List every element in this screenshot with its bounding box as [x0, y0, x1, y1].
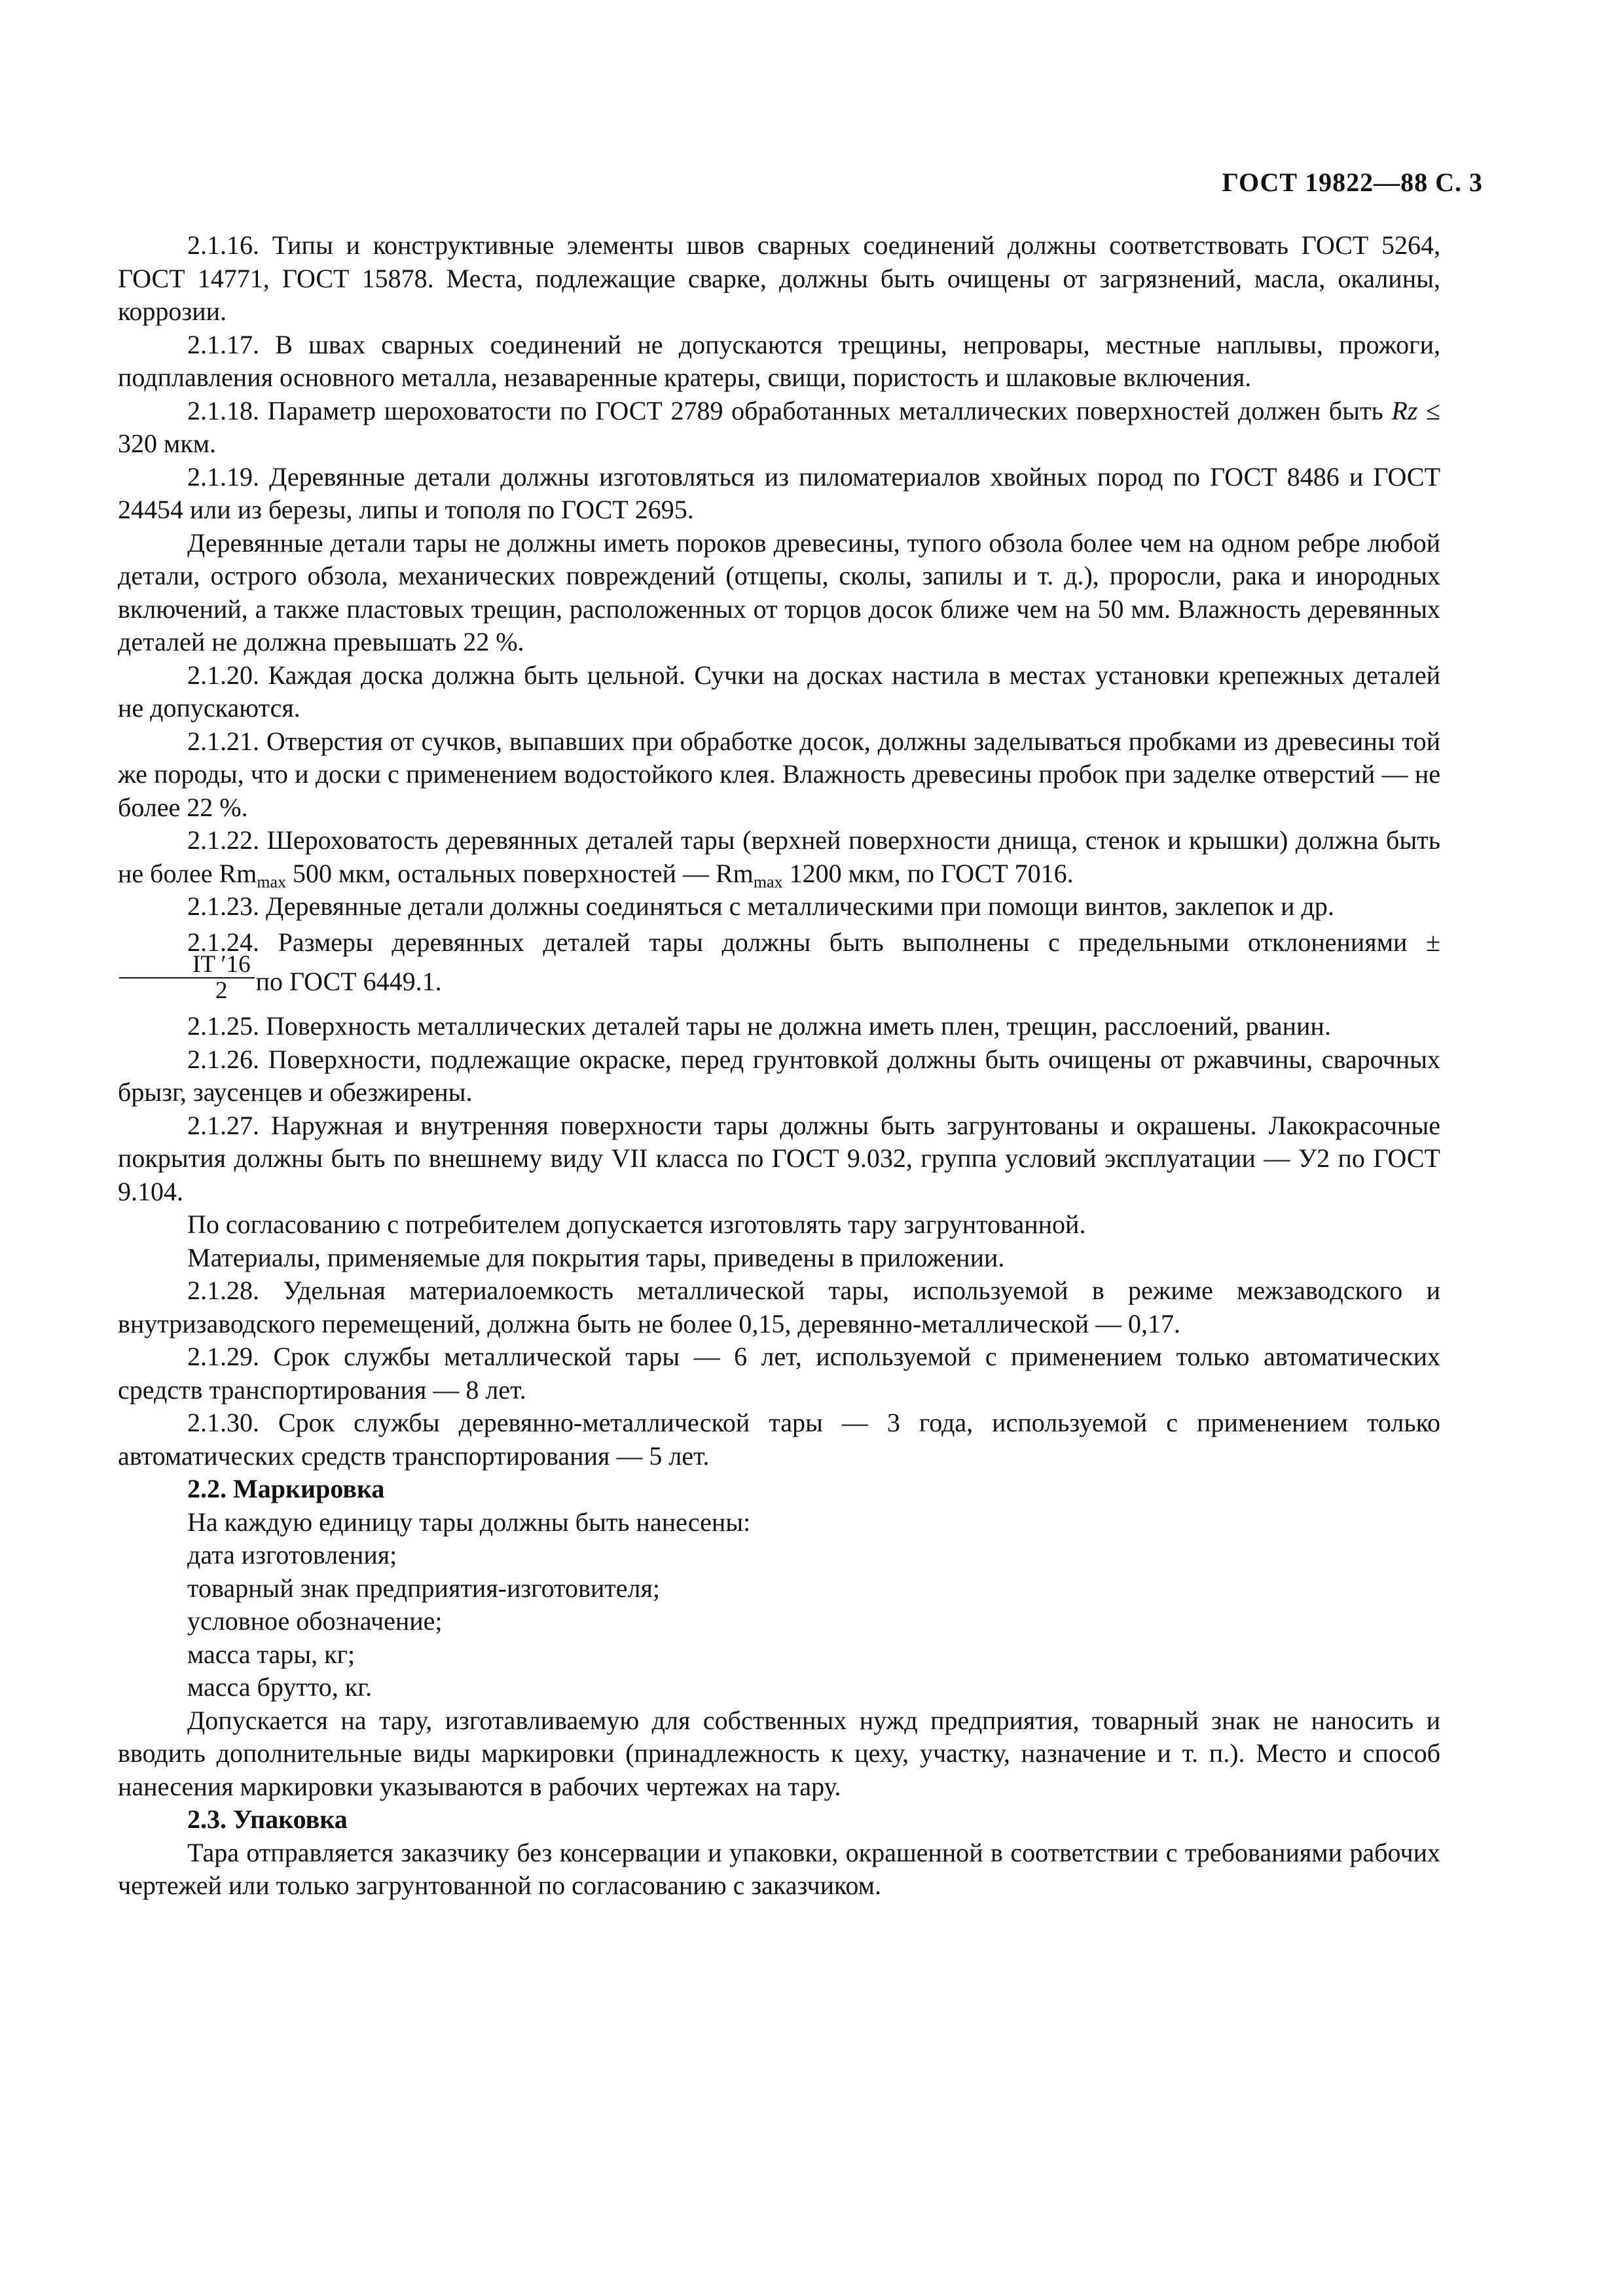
paragraph-marking-intro: На каждую единицу тары должны быть нанесены:: [187, 1507, 751, 1537]
paragraph-2-1-25: 2.1.25. Поверхность металлических деталей тары не должна иметь плен, трещин, расслоений, рванин.: [187, 1011, 1331, 1041]
paragraph-2-1-26: 2.1.26. Поверхности, подлежащие окраске, перед грунтовкой должны быть очищены от ржавчины, сварочных брызг, заусенцев и обезжирены.: [118, 1044, 1440, 1107]
fraction-numerator: IT ′16: [119, 952, 255, 978]
marking-item: дата изготовления;: [187, 1540, 397, 1570]
paragraph-wood-defects: Деревянные детали тары не должны иметь пороков древесины, тупого обзола более чем на одном ребре любой детали, острого обзола, механических повреждений (отщепы, сколы, запилы и т. д.), проросли, рака и инородных включений, а также пластовых трещин, расположенных от торцов досок ближе чем на 50 мм. Влажность деревянных деталей не должна превышать 22 %.: [118, 528, 1440, 656]
fraction-denominator: 2: [215, 977, 228, 1004]
paragraph-2-1-17: 2.1.17. В швах сварных соединений не допускаются трещины, непровары, местные наплывы, прожоги, подплавления основного металла, незаваренные кратеры, свищи, пористость и шлаковые включения.: [118, 329, 1440, 392]
paragraph-packaging: Тара отправляется заказчику без консервации и упаковки, окрашенной в соответствии с требованиями рабочих чертежей или только загрунтованной по согласованию с заказчиком.: [118, 1837, 1440, 1900]
marking-item: условное обозначение;: [187, 1606, 443, 1636]
paragraph-2-1-18: 2.1.18. Параметр шероховатости по ГОСТ 2789 обработанных металлических поверхностей должен быть Rz ≤ 320 мкм.: [118, 395, 1440, 458]
section-heading-packaging: 2.3. Упаковка: [187, 1804, 348, 1834]
paragraph-coating-materials: Материалы, применяемые для покрытия тары, приведены в приложении.: [187, 1242, 1005, 1272]
paragraph-2-1-19: 2.1.19. Деревянные детали должны изготовляться из пиломатериалов хвойных пород по ГОСТ 8486 и ГОСТ 24454 или из березы, липы и тополя по ГОСТ 2695.: [118, 461, 1440, 524]
paragraph-2-1-23: 2.1.23. Деревянные детали должны соединяться с металлическими при помощи винтов, заклепок и др.: [187, 891, 1334, 921]
section-heading-marking: 2.2. Маркировка: [187, 1474, 385, 1503]
tolerance-fraction: [119, 952, 255, 1003]
marking-item: товарный знак предприятия-изготовителя;: [187, 1573, 660, 1603]
paragraph-primed-option: По согласованию с потребителем допускается изготовлять тару загрунтованной.: [187, 1210, 1086, 1239]
document-body: [118, 229, 1440, 1903]
paragraph-2-1-16: 2.1.16. Типы и конструктивные элементы швов сварных соединений должны соответствовать ГОСТ 5264, ГОСТ 14771, ГОСТ 15878. Места, подлежащие сварке, должны быть очищены от загрязнений, масла, окалины, коррозии.: [118, 230, 1440, 326]
page-header: ГОСТ 19822—88 С. 3: [1222, 168, 1483, 197]
paragraph-2-1-21: 2.1.21. Отверстия от сучков, выпавших при обработке досок, должны заделываться пробками из древесины той же породы, что и доски с применением водостойкого клея. Влажность древесины пробок при заделке отверстий — не более 22 %.: [118, 726, 1440, 822]
paragraph-marking-exceptions: Допускается на тару, изготавливаемую для собственных нужд предприятия, товарный знак не наносить и вводить дополнительные виды маркировки (принадлежность к цеху, участку, назначение и т. п.). Место и способ нанесения маркировки указываются в рабочих чертежах на тару.: [118, 1705, 1440, 1801]
marking-item: масса тары, кг;: [187, 1639, 356, 1669]
marking-item: масса брутто, кг.: [187, 1672, 373, 1702]
paragraph-2-1-24: 2.1.24. Размеры деревянных деталей тары должны быть выполнены с предельными отклонениями ± $\frac{IT '16}{2}$ по ГОСТ 6449.1.: [118, 926, 1440, 1011]
rz-symbol: Rz: [1391, 395, 1418, 425]
paragraph-2-1-20: 2.1.20. Каждая доска должна быть цельной. Сучки на досках настила в местах установки крепежных деталей не допускаются.: [118, 660, 1440, 723]
paragraph-2-1-30: 2.1.30. Срок службы деревянно-металлической тары — 3 года, используемой с применением только автоматических средств транспортирования — 5 лет.: [118, 1408, 1440, 1471]
paragraph-2-1-22: 2.1.22. Шероховатость деревянных деталей тары (верхней поверхности днища, стенок и крышки) должна быть не более $Rm_{max}$ 500 мкм, остальных поверхностей — $Rm_{max}$ 1200 мкм, по ГОСТ 7016.: [118, 825, 1440, 891]
paragraph-2-1-28: 2.1.28. Удельная материалоемкость металлической тары, используемой в режиме межзаводского и внутризаводского перемещений, должна быть не более 0,15, деревянно-металлической — 0,17.: [118, 1276, 1440, 1338]
paragraph-2-1-29: 2.1.29. Срок службы металлической тары — 6 лет, используемой с применением только автоматических средств транспортирования — 8 лет.: [118, 1342, 1440, 1405]
paragraph-2-1-27: 2.1.27. Наружная и внутренняя поверхности тары должны быть загрунтованы и окрашены. Лакокрасочные покрытия должны быть по внешнему виду VII класса по ГОСТ 9.032, группа условий эксплуатации — У2 по ГОСТ 9.104.: [118, 1110, 1440, 1206]
